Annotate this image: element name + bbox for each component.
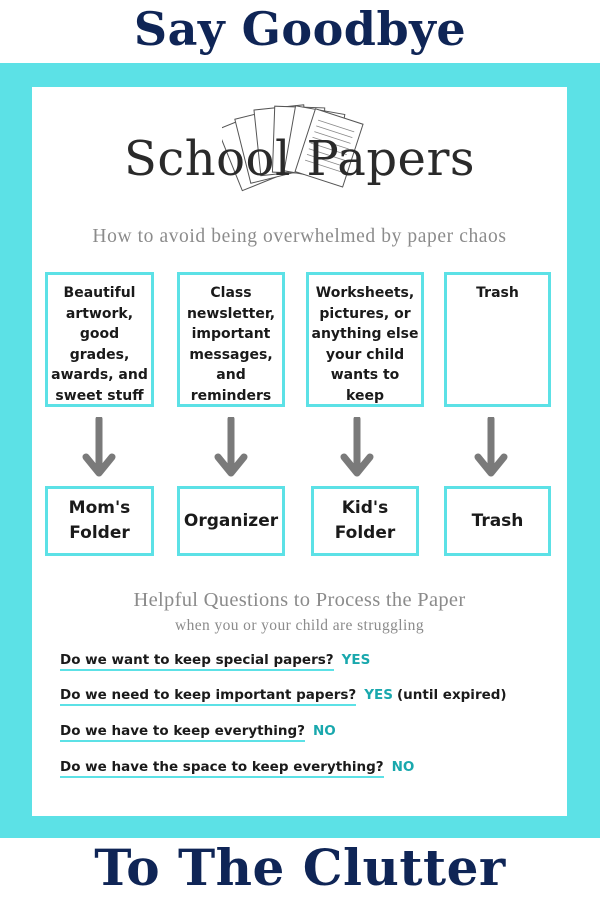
question-row	[60, 687, 507, 703]
category-line: Worksheets,	[315, 285, 415, 301]
category-line: Beautiful	[63, 285, 136, 301]
page-title: School Papers	[123, 131, 476, 187]
category-box-kids-work	[306, 272, 424, 407]
down-arrow-icon	[82, 417, 116, 479]
infographic-panel	[32, 87, 567, 816]
category-line: Class	[210, 285, 252, 301]
down-arrow-icon	[214, 417, 248, 479]
question-row	[60, 759, 418, 775]
destination-line: Trash	[471, 510, 524, 531]
category-line: reminders	[190, 387, 272, 404]
destination-box-kids-folder	[311, 486, 419, 556]
destination-box-organizer	[177, 486, 285, 556]
down-arrow-icon	[474, 417, 508, 479]
question-note: (until expired)	[396, 687, 507, 703]
category-box-keepsakes	[45, 272, 154, 407]
questions-subtitle: when you or your child are struggling	[175, 617, 424, 634]
question-text: Do we need to keep important papers?	[60, 687, 356, 706]
question-answer: YES	[364, 687, 393, 703]
destination-line: Mom's	[68, 498, 131, 518]
page-subtitle: How to avoid being overwhelmed by paper chaos	[92, 226, 507, 247]
category-line: artwork,	[65, 305, 134, 322]
category-line: awards, and	[51, 367, 148, 383]
category-line: messages,	[189, 346, 273, 363]
question-text: Do we have the space to keep everything?	[60, 759, 384, 778]
category-line: wants to	[330, 367, 400, 383]
category-line: good grades,	[69, 326, 130, 363]
destination-line: Folder	[69, 523, 130, 543]
top-headline: Say Goodbye	[133, 2, 467, 56]
category-line: important	[191, 326, 271, 342]
destination-box-trash	[444, 486, 551, 556]
category-line: newsletter,	[186, 305, 276, 322]
category-box-notices	[177, 272, 285, 407]
category-box-trash	[444, 272, 551, 407]
question-row	[60, 652, 374, 668]
category-line: your child	[325, 346, 405, 363]
category-line: Trash	[476, 285, 519, 301]
bottom-headline: To The Clutter	[94, 838, 506, 897]
category-line: anything else	[311, 326, 419, 342]
destination-line: Folder	[334, 523, 396, 543]
destination-line: Kid's	[341, 498, 389, 518]
question-answer: YES	[341, 652, 371, 668]
question-answer: NO	[391, 759, 415, 775]
down-arrow-icon	[340, 417, 374, 479]
destination-line: Organizer	[183, 510, 279, 531]
question-answer: NO	[312, 723, 336, 739]
destination-box-moms-folder	[45, 486, 154, 556]
question-text: Do we have to keep everything?	[60, 723, 305, 742]
question-text: Do we want to keep special papers?	[60, 652, 334, 671]
questions-title: Helpful Questions to Process the Paper	[133, 589, 466, 611]
question-row	[60, 723, 340, 739]
category-line: pictures, or	[319, 305, 411, 322]
category-line: sweet stuff	[55, 387, 144, 404]
category-line: keep	[346, 387, 384, 404]
category-line: and	[216, 367, 246, 383]
